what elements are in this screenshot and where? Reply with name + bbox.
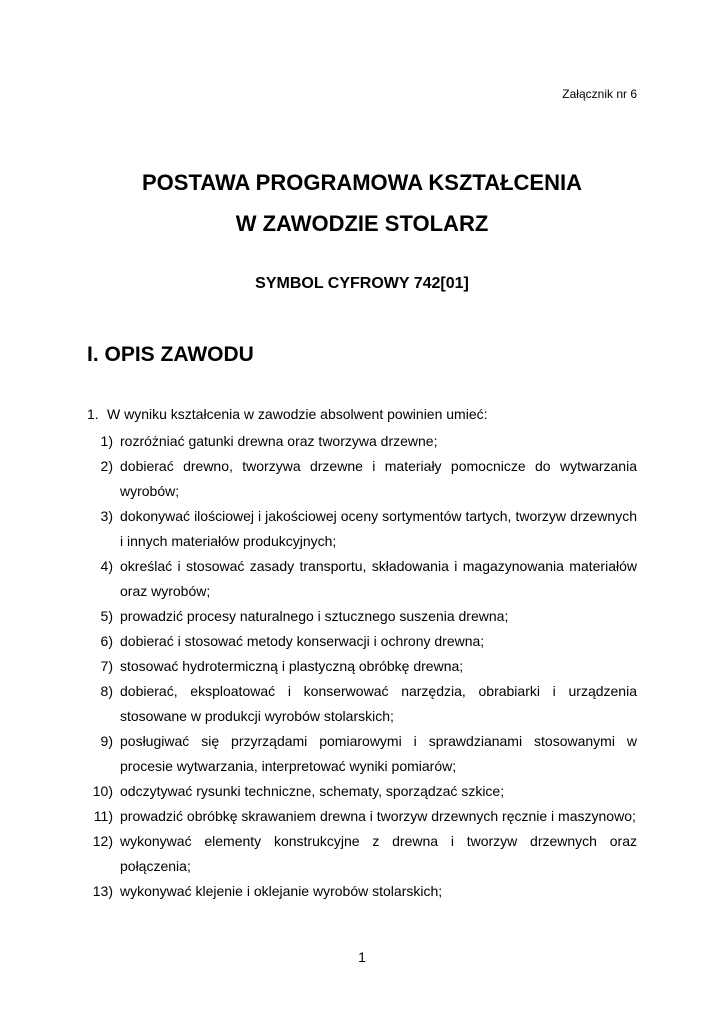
list-item bbox=[85, 454, 637, 504]
list-item bbox=[85, 429, 637, 454]
list-item-text: prowadzić procesy naturalnego i sztucznego suszenia drewna; bbox=[120, 608, 509, 624]
list-item bbox=[85, 779, 637, 804]
occupation-symbol: SYMBOL CYFROWY 742[01] bbox=[255, 275, 469, 292]
intro-number: 1. bbox=[87, 406, 99, 422]
list-item-number: 9) bbox=[100, 733, 113, 749]
list-item-number: 6) bbox=[100, 633, 113, 649]
section-heading: I. OPIS ZAWODU bbox=[87, 343, 254, 366]
list-item-text: wykonywać elementy konstrukcyjne z drewna i tworzyw drzewnych oraz połączenia; bbox=[120, 833, 637, 874]
list-item-number: 13) bbox=[92, 883, 113, 899]
list-item-number: 2) bbox=[100, 458, 113, 474]
list-item-text: określać i stosować zasady transportu, składowania i magazynowania materiałów oraz wyrobów; bbox=[120, 558, 637, 599]
list-item-number: 10) bbox=[92, 783, 113, 799]
list-item-text: stosować hydrotermiczną i plastyczną obróbkę drewna; bbox=[120, 658, 464, 674]
document-title-line-2: W ZAWODZIE STOLARZ bbox=[235, 211, 489, 236]
list-item-text: prowadzić obróbkę skrawaniem drewna i tworzyw drzewnych ręcznie i maszynowo; bbox=[120, 808, 636, 824]
list-item bbox=[85, 729, 637, 779]
list-item-text: odczytywać rysunki techniczne, schematy, sporządzać szkice; bbox=[120, 783, 505, 799]
document-title-line-1: POSTAWA PROGRAMOWA KSZTAŁCENIA bbox=[142, 170, 582, 195]
skills-list bbox=[85, 429, 637, 904]
list-item-text: dobierać i stosować metody konserwacji i ochrony drewna; bbox=[120, 633, 485, 649]
list-item bbox=[85, 804, 637, 829]
list-item-number: 8) bbox=[100, 683, 113, 699]
list-item-text: dokonywać ilościowej i jakościowej oceny sortymentów tartych, tworzyw drzewnych i innych materiałów produkcyjnych; bbox=[120, 508, 637, 549]
intro-text: W wyniku kształcenia w zawodzie absolwent powinien umieć: bbox=[107, 406, 488, 422]
list-item-number: 4) bbox=[100, 558, 113, 574]
list-item-text: dobierać drewno, tworzywa drzewne i materiały pomocnicze do wytwarzania wyrobów; bbox=[120, 458, 637, 499]
list-item-number: 5) bbox=[100, 608, 113, 624]
list-item-text: rozróżniać gatunki drewna oraz tworzywa drzewne; bbox=[120, 433, 438, 449]
list-item-text: posługiwać się przyrządami pomiarowymi i sprawdzianami stosowanymi w procesie wytwarzania, interpretować wyniki pomiarów; bbox=[120, 733, 637, 774]
list-item bbox=[85, 554, 637, 604]
list-item bbox=[85, 654, 637, 679]
page-number: 1 bbox=[358, 949, 366, 965]
list-item bbox=[85, 504, 637, 554]
list-item-text: dobierać, eksploatować i konserwować narzędzia, obrabiarki i urządzenia stosowane w produkcji wyrobów stolarskich; bbox=[120, 683, 637, 724]
list-item-number: 1) bbox=[100, 433, 113, 449]
list-item bbox=[85, 879, 637, 904]
annex-label: Załącznik nr 6 bbox=[562, 87, 637, 101]
list-item-number: 12) bbox=[92, 833, 113, 849]
list-item bbox=[85, 829, 637, 879]
list-item-number: 3) bbox=[100, 508, 113, 524]
list-item bbox=[85, 604, 637, 629]
list-item-text: wykonywać klejenie i oklejanie wyrobów stolarskich; bbox=[120, 883, 443, 899]
list-item bbox=[85, 629, 637, 654]
intro-paragraph bbox=[87, 404, 637, 424]
list-item-number: 7) bbox=[100, 658, 113, 674]
list-item-number: 11) bbox=[93, 808, 113, 824]
list-item bbox=[85, 679, 637, 729]
